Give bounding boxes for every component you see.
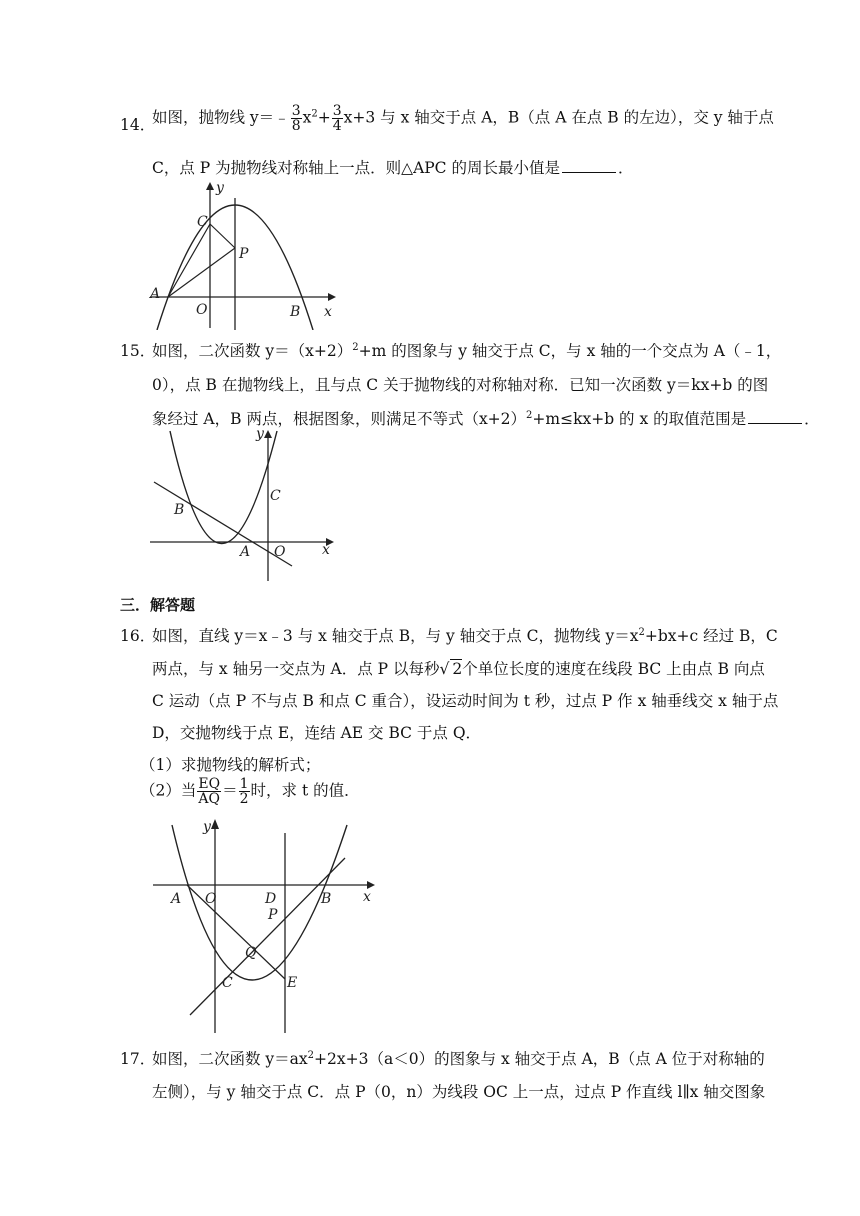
y-axis-arrow: [264, 430, 272, 438]
section-heading: 三．解答题: [120, 596, 196, 614]
q14-text-a: 如图，抛物线 y＝﹣: [152, 108, 290, 127]
y-axis-arrow: [211, 819, 219, 829]
x-axis-arrow: [328, 293, 336, 301]
sqrt-two: 2: [452, 660, 463, 678]
q15-number: 15．: [120, 342, 156, 360]
parabola: [170, 431, 277, 544]
label-P: P: [239, 246, 249, 262]
y-axis-arrow: [206, 182, 214, 190]
label-C: C: [270, 488, 281, 504]
q14-line-2: C，点 P 为抛物线对称轴上一点．则△APC 的周长最小值是 ．: [152, 159, 634, 177]
q16-number: 16．: [120, 627, 156, 645]
label-D: D: [265, 891, 277, 907]
q14-fraction-1: $\frac{3}{8}$: [291, 103, 301, 134]
eq-aq-fraction: $\frac{EQ}{AQ}$: [198, 776, 221, 807]
q17-line-1: 如图，二次函数 $y=ax^2+2x+3(a<0)$的图象与 x 轴交于点 A，B（点 A 位于对称轴的: [152, 1049, 765, 1068]
label-x: x: [322, 542, 330, 558]
label-B: B: [290, 304, 301, 320]
label-O: O: [205, 891, 217, 907]
q16-line-4: D，交抛物线于点 E，连结 AE 交 BC 于点 Q．: [152, 724, 482, 742]
q15-line-1: 如图，二次函数 $y=(x+2)^2+m$ 的图象与 y 轴交于点 C，与 x 轴的一个交点为 A（﹣1，: [152, 341, 782, 360]
q15-figure: [140, 426, 340, 586]
label-B: B: [174, 502, 185, 518]
label-A: A: [150, 286, 161, 302]
label-y: y: [256, 426, 264, 442]
q16-part-1: （1）求抛物线的解析式；: [140, 756, 321, 774]
q16-part-2: （2）当 $\frac{EQ}{AQ}$ ＝ $\frac{1}{2}$ 时，求 t 的值．: [140, 776, 360, 807]
label-y: y: [203, 819, 211, 835]
q14-line-1: [152, 104, 774, 133]
label-C: C: [197, 214, 208, 230]
label-A: A: [171, 891, 182, 907]
segment-CP: [210, 224, 235, 248]
q14-text-b: x: [302, 108, 312, 127]
q16-line-2: 两点，与 x 轴另一交点为 A．点 P 以每秒√ 2个单位长度的速度在线段 BC 上由点 B 向点: [152, 660, 765, 678]
label-B: B: [321, 891, 332, 907]
q16-figure: [145, 815, 385, 1037]
q16-line-1: 如图，直线 y＝x﹣3 与 x 轴交于点 B，与 y 轴交于点 C，抛物线 $y=x^2+bx+c$ 经过 B，C: [152, 626, 778, 645]
one-half-fraction: $\frac{1}{2}$: [239, 776, 249, 807]
segment-AC: [168, 224, 210, 297]
q14-text-c: +: [317, 108, 331, 127]
q15-line-2: 0），点 B 在抛物线上，且与点 C 关于抛物线的对称轴对称．已知一次函数 y＝kx+b 的图: [152, 376, 769, 394]
label-A: A: [240, 544, 251, 560]
answer-blank: [562, 158, 616, 173]
x-axis-arrow: [367, 881, 375, 889]
answer-blank: [748, 409, 802, 424]
q15-line-3: 象经过 A，B 两点，根据图象，则满足不等式$(x+2)^2+m\le kx+b$ 的 x 的取值范围是 ．: [152, 409, 820, 428]
label-O: O: [196, 302, 208, 318]
q14-figure: [140, 180, 340, 330]
label-P: P: [268, 907, 278, 923]
q14-number: 14．: [120, 116, 156, 134]
q14-fraction-2: $\frac{3}{4}$: [332, 103, 342, 134]
q17-number: 17．: [120, 1050, 156, 1068]
label-y: y: [216, 180, 224, 196]
label-O: O: [274, 544, 286, 560]
line-BC: [190, 858, 345, 1015]
q14-text-d: x+3 与 x 轴交于点 A，B（点 A 在点 B 的左边），交 y 轴于点: [343, 108, 774, 127]
q17-line-2: 左侧），与 y 轴交于点 C．点 P（0，n）为线段 OC 上一点，过点 P 作直线 l∥x 轴交图象: [152, 1083, 766, 1101]
q14-sup: 2: [311, 108, 318, 120]
q16-line-3: C 运动（点 P 不与点 B 和点 C 重合），设运动时间为 t 秒，过点 P 作 x 轴垂线交 x 轴于点: [152, 692, 779, 710]
label-x: x: [363, 889, 371, 905]
label-Q: Q: [245, 945, 257, 961]
label-C: C: [222, 975, 233, 991]
label-x: x: [324, 304, 332, 320]
label-E: E: [287, 975, 298, 991]
